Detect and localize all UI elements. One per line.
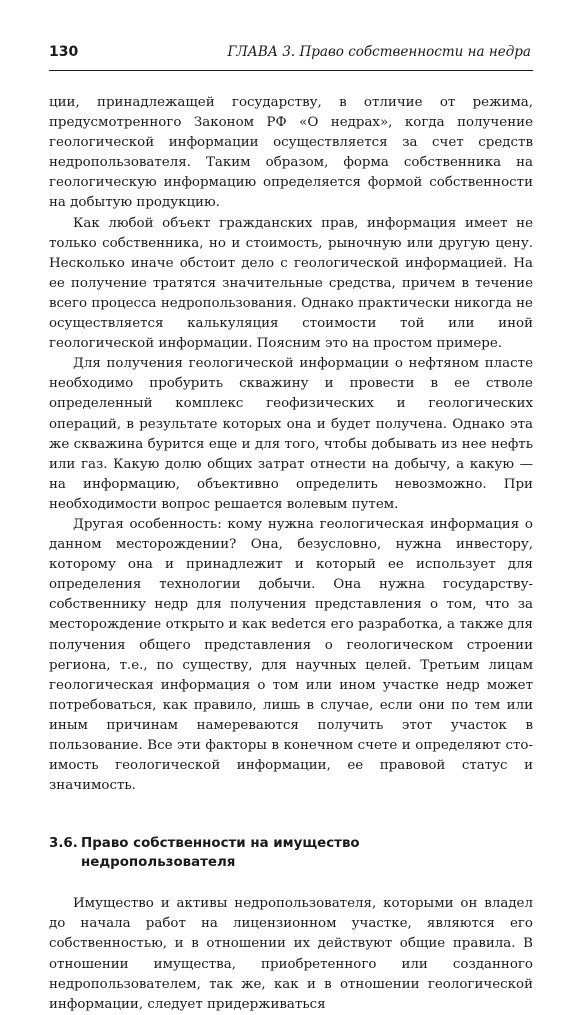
body-text [49,93,533,796]
paragraph-continued: ции, принадлежащей государству, в отличие от режима, предусмотренного Законом РФ «О недрах», когда получение геологической информации осуществляется за счет средств недропользователя. Таким образом, форма собственника на геологическую информацию определяется формой собственности на добытую продукцию. [49,95,533,211]
chapter-title: ГЛАВА 3. Право собственности на недра [227,44,531,60]
section-heading [49,834,533,872]
section-title: Право собственности на имущество недропользователя [81,836,360,871]
paragraph: Имущество и активы недропользователя, которыми он владел до начала работ на лицензионном участке, являются его собственностью, и в отношении их действуют общие правила. В отношении имущества, приобретенного или созданного недропользователем, так же, как и в отношении геологической информации, следует придерживаться [49,896,533,1012]
running-header [49,44,533,71]
section-body [49,894,533,1015]
paragraph: Другая особенность: кому нужна геологическая информация о данном месторождении? Она, безусловно, нужна инвестору, которому она и принадлежит и который ее использует для определения технологии добычи. Она нужна государству-собственнику недр для получения представления о том, что за месторождение открыто и как веdется его разработка, а также для получения общего представления о геологическом строении региона, т.е., по существу, для научных целей. Третьим лицам геологическая информация о том или ином участке недр может потребоваться, как правило, лишь в случае, если они по тем или иным причинам намереваются получить этот участок в пользование. Все эти факторы в конечном счете и определяют стоимость геологической информации, ее правовой статус и значимость. [49,516,533,794]
paragraph: Как любой объект гражданских прав, информация имеет не только собственника, но и стоимость, рыночную или другую цену. Несколько иначе обстоит дело с геологической информацией. На ее получение тратятся значительные средства, причем в течение всего процесса недропользования. Однако практически никогда не осуществляется калькуляция стоимости той или иной геологической информации. Поясним это на простом примере. [49,215,533,352]
page-number: 130 [49,44,79,60]
paragraph: Для получения геологической информации о нефтяном пласте необходимо пробурить скважину и провести в ее стволе определенный комплекс геофизических и геологических операций, в результате которых она и будет получена. Однако эта же скважина бурится еще и для того, чтобы добывать из нее нефть или газ. Какую долю общих затрат отнести на добычу, а какую — на информацию, объективно определить невозможно. При необходимости вопрос решается волевым путем. [49,356,533,512]
book-page [49,44,533,1015]
section-number: 3.6. [49,836,78,852]
